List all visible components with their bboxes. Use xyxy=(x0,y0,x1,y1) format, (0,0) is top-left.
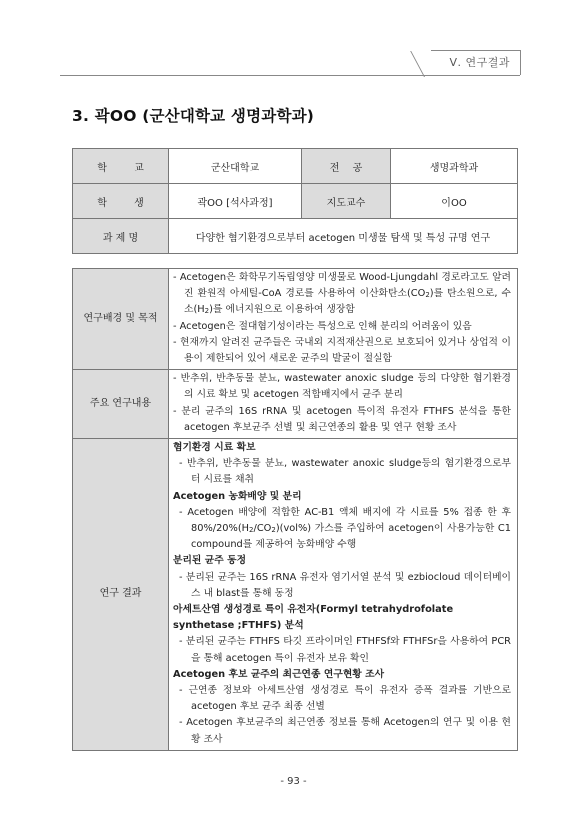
student-label-cell xyxy=(73,184,169,219)
result-heading-5: Acetogen 후보 균주의 최근연종 연구현황 조사 xyxy=(173,668,385,680)
info-row-student xyxy=(73,184,518,219)
section-header-tab xyxy=(431,50,521,75)
major-label-cell xyxy=(302,149,391,184)
content-item-2: - 분리 균주의 16S rRNA 및 acetogen 특이적 유전자 FTHFS 분석을 통한 acetogen 후보균주 선별 및 최근연종의 활용 및 연구 현황 조사 xyxy=(173,405,511,433)
topic-value: 다양한 혐기환경으로부터 acetogen 미생물 탐색 및 특성 규명 연구 xyxy=(169,219,518,254)
result-heading-4: 아세트산염 생성경로 특이 유전자(Formyl tetrahydrofolate synthetase ;FTHFS) 분석 xyxy=(173,604,454,632)
major-label: 전 공 xyxy=(329,162,368,174)
student-label: 학 생 xyxy=(97,197,156,209)
background-item-1: - Acetogen은 화학무기독립영양 미생물로 Wood-Ljungdahl 경로라고도 알려진 환원적 아세틸-CoA 경로를 사용하여 이산화탄소$(CO_2)$를 탄소원으로, 수소$(H_2)$를 에너지원으로 이용하여 생장함 xyxy=(173,272,512,316)
info-row-topic xyxy=(73,219,518,254)
result-item-4: - 분리된 균주는 FTHFS 타깃 프라이머인 FTHFSf와 FTHFSr을 사용하여 PCR을 통해 acetogen 특이 유전자 보유 확인 xyxy=(179,636,511,664)
background-content xyxy=(169,269,518,370)
content-body xyxy=(169,370,518,439)
major-value: 생명과학과 xyxy=(391,149,518,184)
research-row-result xyxy=(73,439,518,751)
info-row-school xyxy=(73,149,518,184)
result-heading-2: Acetogen 농화배양 및 분리 xyxy=(173,490,302,502)
result-item-5: - 근연종 정보와 아세트산염 생성경로 특이 유전자 증폭 결과를 기반으로 acetogen 후보 균주 최종 선별 xyxy=(179,685,511,713)
school-label: 학 교 xyxy=(97,162,156,174)
page-number: - 93 - xyxy=(280,776,307,787)
research-row-content xyxy=(73,370,518,439)
result-item-6: - Acetogen 후보균주의 최근연종 정보를 통해 Acetogen의 연구 및 이용 현황 조사 xyxy=(179,717,511,745)
result-heading-3: 분리된 균주 동정 xyxy=(173,555,247,567)
result-item-2: - Acetogen 배양에 적합한 AC-B1 액체 배지에 각 시료를 5% 접종 한 후 $80\%/20\%(H_2/CO_2)(vol\%)$ 가스를 주입하여 acetogen이 사용가능한 C1 compound를 제공하여 농화배양 수행 xyxy=(179,506,511,551)
advisor-label: 지도교수 xyxy=(302,184,391,219)
info-table xyxy=(72,148,518,254)
result-body xyxy=(169,439,518,751)
result-item-1: - 반추위, 반추동물 분뇨, wastewater anoxic sludge등의 혐기환경으로부터 시료를 채취 xyxy=(179,458,511,486)
school-value: 군산대학교 xyxy=(169,149,302,184)
background-item-2: - Acetogen은 절대혐기성이라는 특성으로 인해 분리의 어려움이 있음 xyxy=(173,320,472,332)
result-heading-1: 혐기환경 시료 확보 xyxy=(173,442,256,454)
content-label: 주요 연구내용 xyxy=(73,370,169,439)
advisor-value: 이OO xyxy=(391,184,518,219)
content-item-1: - 반추위, 반추동물 분뇨, wastewater anoxic sludge 등의 다양한 혐기환경의 시료 확보 및 acetogen 적합배지에서 균주 분리 xyxy=(173,373,511,401)
school-label-cell xyxy=(73,149,169,184)
header-rule xyxy=(60,75,520,76)
topic-label: 과 제 명 xyxy=(73,219,169,254)
background-label: 연구배경 및 목적 xyxy=(73,269,169,370)
section-title: 3. 곽OO (군산대학교 생명과학과) xyxy=(72,107,315,125)
research-row-background xyxy=(73,269,518,370)
student-value: 곽OO [석사과정] xyxy=(169,184,302,219)
result-label: 연구 결과 xyxy=(73,439,169,751)
research-table xyxy=(72,268,518,751)
result-item-3: - 분리된 균주는 16S rRNA 유전자 염기서열 분석 및 ezbiocloud 데이터베이스 내 blast를 통해 동정 xyxy=(179,571,511,599)
background-item-3: - 현재까지 알려진 균주들은 국내외 지적재산권으로 보호되어 있거나 상업적 이용이 제한되어 있어 새로운 균주의 발굴이 절실함 xyxy=(173,336,511,365)
section-header-label: Ⅴ. 연구결과 xyxy=(449,56,510,69)
